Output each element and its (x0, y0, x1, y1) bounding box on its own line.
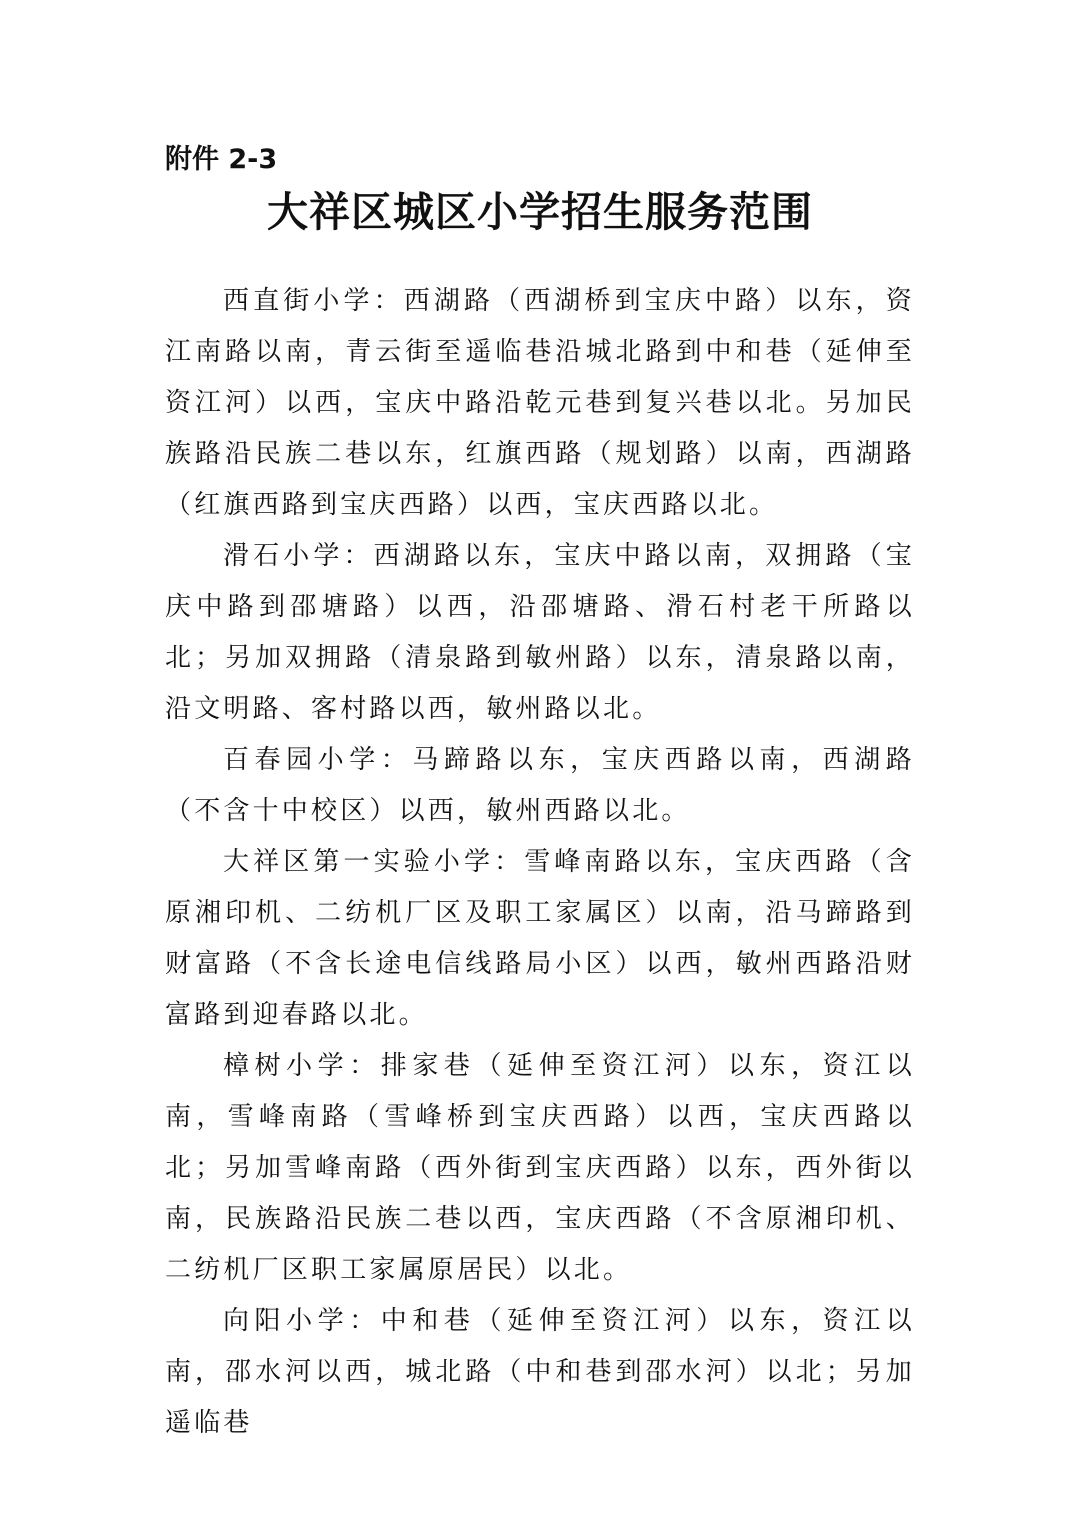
paragraph-xizhijie-school: 西直街小学：西湖路（西湖桥到宝庆中路）以东，资江南路以南，青云街至遥临巷沿城北路到中和巷（延伸至资江河）以西，宝庆中路沿乾元巷到复兴巷以北。另加民族路沿民族二巷以东，红旗西路（规划路）以南，西湖路（红旗西路到宝庆西路）以西，宝庆西路以北。 (165, 286, 915, 520)
paragraph-huashi-school: 滑石小学：西湖路以东，宝庆中路以南，双拥路（宝庆中路到邵塘路）以西，沿邵塘路、滑石村老干所路以北；另加双拥路（清泉路到敏州路）以东，清泉路以南，沿文明路、客村路以西，敏州路以北。 (165, 541, 915, 724)
paragraph-zhangshu-school: 樟树小学：排家巷（延伸至资江河）以东，资江以南，雪峰南路（雪峰桥到宝庆西路）以西，宝庆西路以北；另加雪峰南路（西外街到宝庆西路）以东，西外街以南，民族路沿民族二巷以西，宝庆西路（不含原湘印机、二纺机厂区职工家属原居民）以北。 (165, 1051, 915, 1285)
document-title: 大祥区城区小学招生服务范围 (267, 188, 813, 236)
paragraph-first-experimental-school: 大祥区第一实验小学：雪峰南路以东，宝庆西路（含原湘印机、二纺机厂区及职工家属区）以南，沿马蹄路到财富路（不含长途电信线路局小区）以西，敏州西路沿财富路到迎春路以北。 (165, 847, 915, 1030)
paragraph-xiangyang-school: 向阳小学：中和巷（延伸至资江河）以东，资江以南，邵水河以西，城北路（中和巷到邵水河）以北；另加遥临巷 (165, 1306, 915, 1438)
document-body (165, 276, 915, 1449)
paragraph-baichunyuan-school: 百春园小学：马蹄路以东，宝庆西路以南，西湖路（不含十中校区）以西，敏州西路以北。 (165, 745, 915, 826)
attachment-label: 附件 2-3 (165, 144, 278, 175)
